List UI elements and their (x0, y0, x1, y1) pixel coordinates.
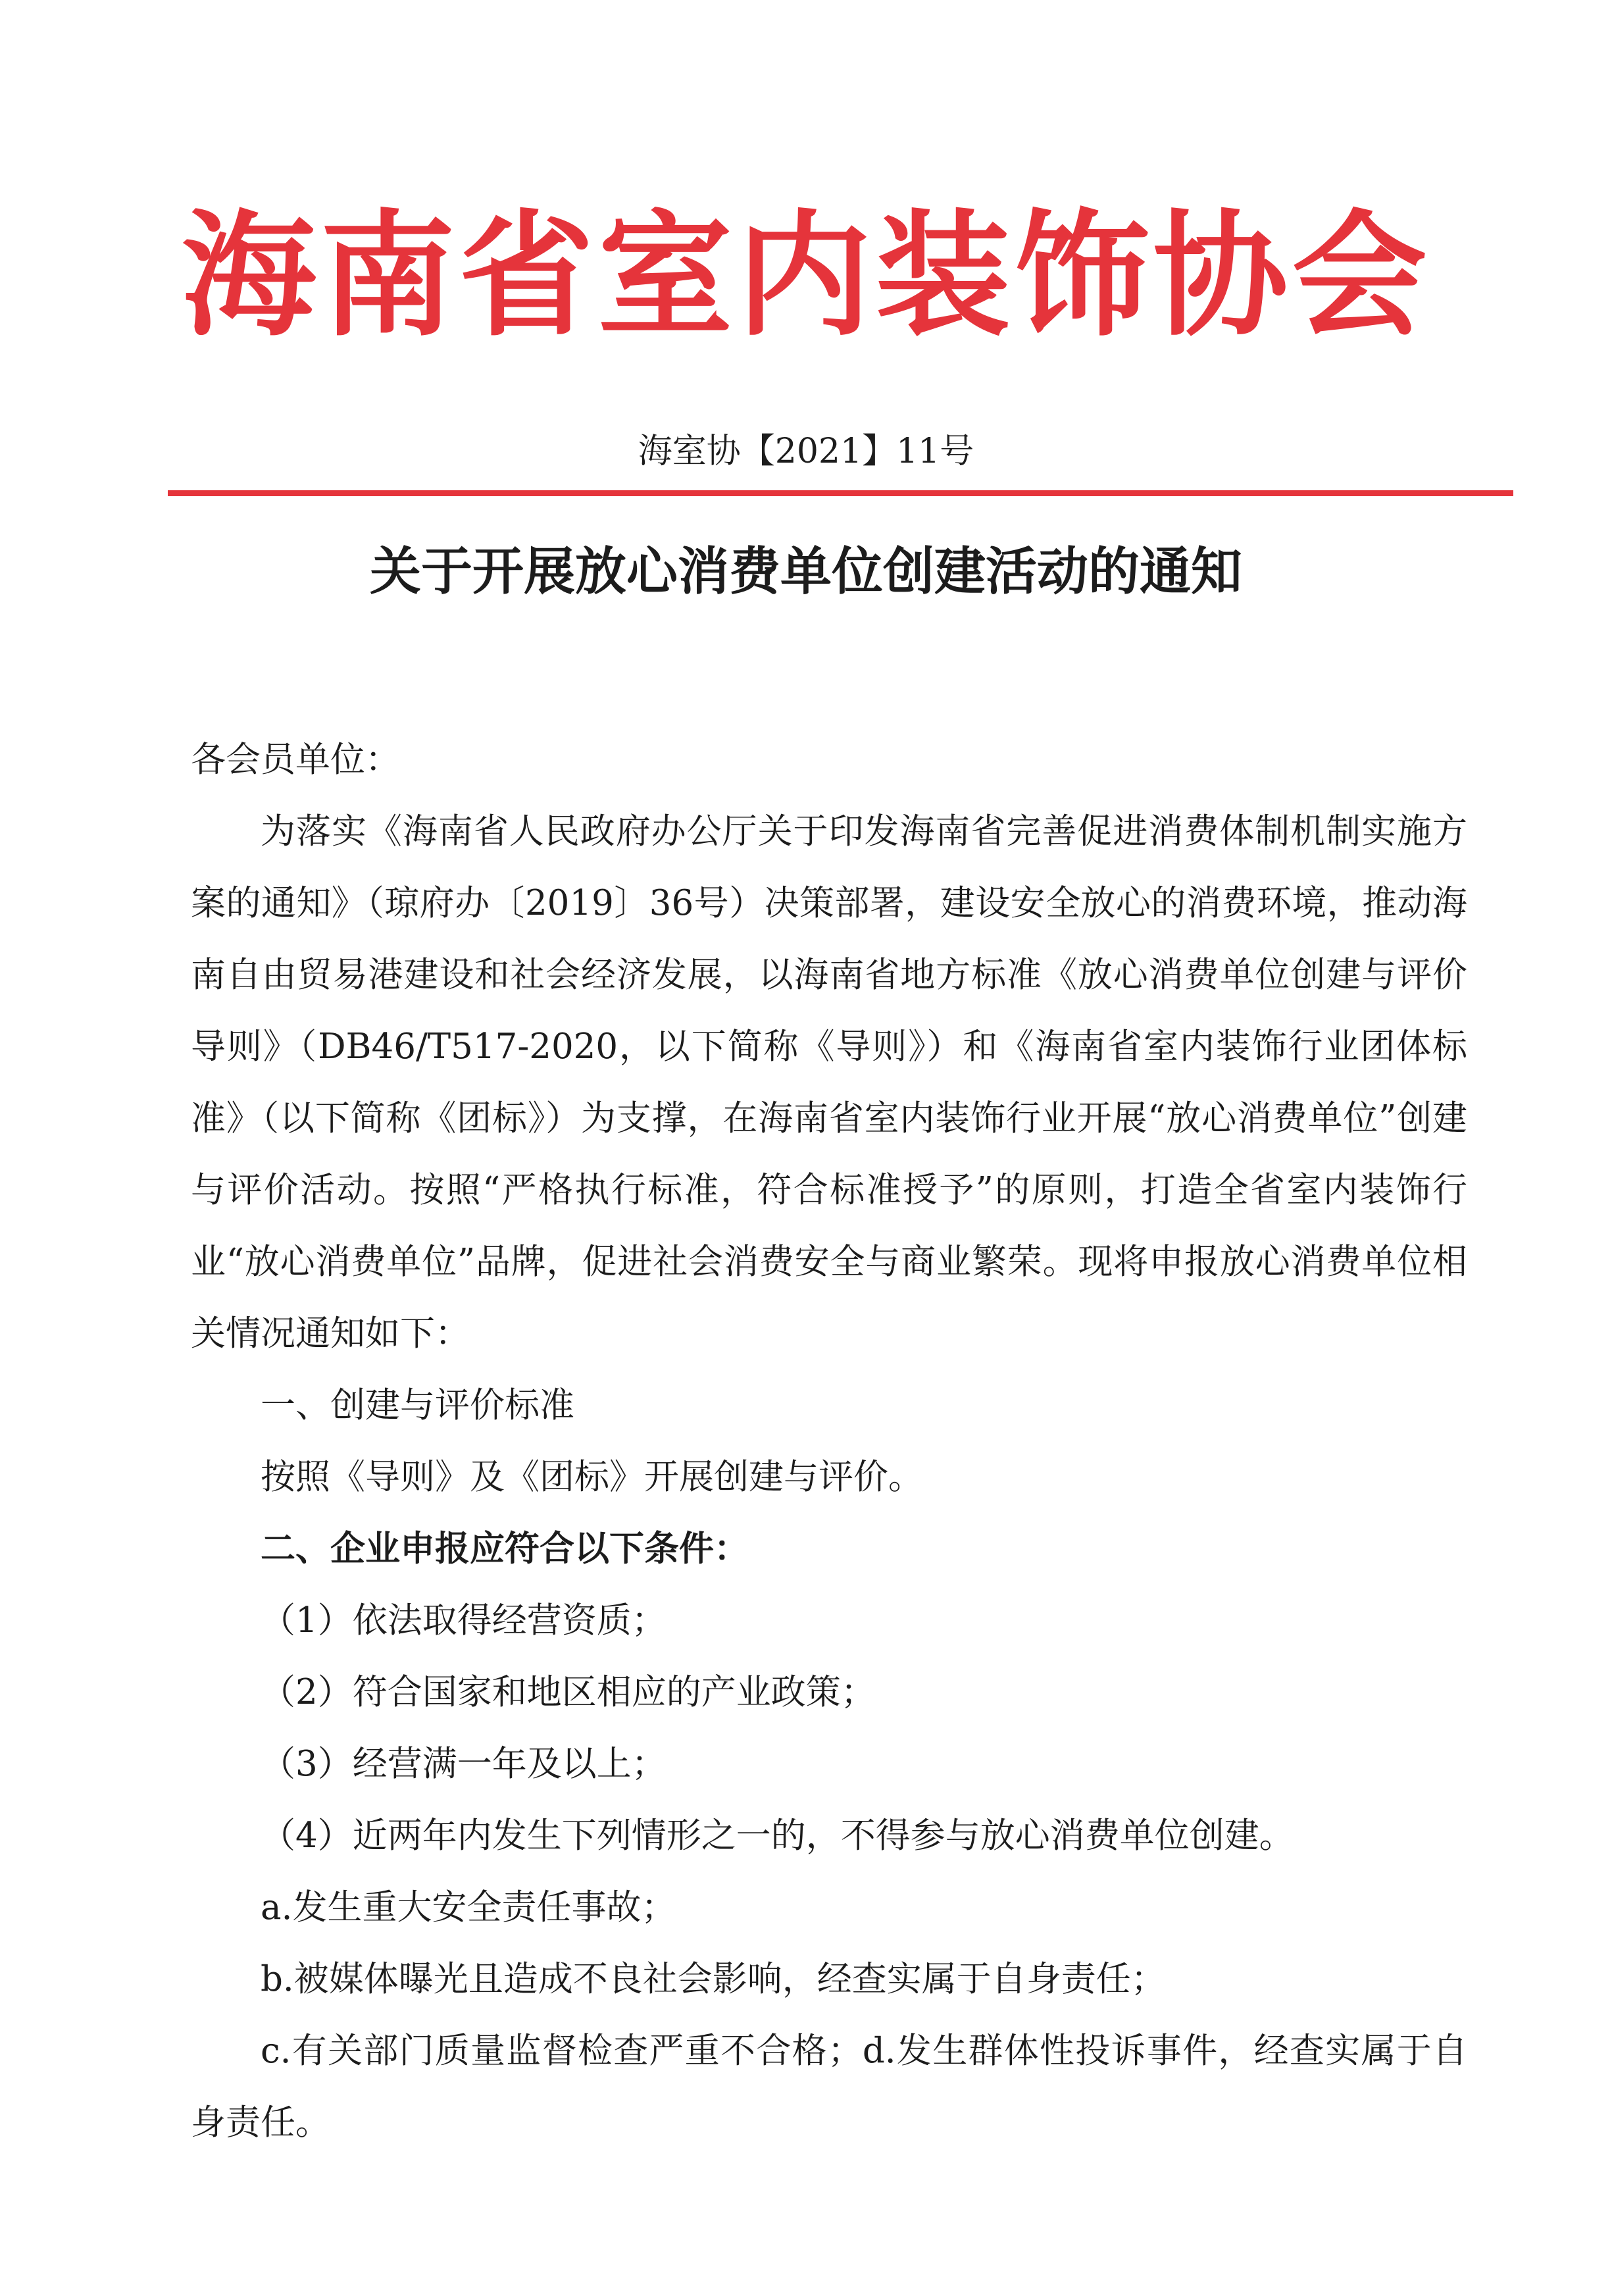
exclusion-item: c.有关部门质量监督检查严重不合格；d.发生群体性投诉事件，经查实属于自身责任。 (191, 2031, 1467, 2143)
document-body (191, 724, 1467, 2158)
condition-item: （3）经营满一年及以上； (261, 1744, 667, 1784)
section-1-heading: 一、创建与评价标准 (261, 1385, 574, 1425)
exclusion-item: a.发生重大安全责任事故； (261, 1887, 676, 1927)
section-1-text: 按照《导则》及《团标》开展创建与评价。 (261, 1457, 923, 1497)
masthead-org-name: 海南省室内装饰协会 (181, 198, 1431, 355)
document-title: 关于开展放心消费单位创建活动的通知 (369, 542, 1242, 601)
red-divider-line (168, 490, 1513, 496)
intro-paragraph: 为落实《海南省人民政府办公厅关于印发海南省完善促进消费体制机制实施方案的通知》（琼府办〔2019〕36号）决策部署，建设安全放心的消费环境，推动海南自由贸易港建设和社会经济发展，以海南省地方标准《放心消费单位创建与评价导则》（DB46/T517-2020，以下简称《导则》）和《海南省室内装饰行业团体标准》（以下简称《团标》）为支撑，在海南省室内装饰行业开展“放心消费单位”创建与评价活动。按照“严格执行标准，符合标准授予”的原则，打造全省室内装饰行业“放心消费单位”品牌，促进社会消费安全与商业繁荣。现将申报放心消费单位相关情况通知如下： (191, 811, 1467, 1354)
section-2-heading: 二、企业申报应符合以下条件： (261, 1529, 749, 1569)
document-number: 海室协【2021】11号 (638, 432, 974, 471)
salutation: 各会员单位： (191, 740, 400, 780)
condition-item: （4）近两年内发生下列情形之一的，不得参与放心消费单位创建。 (261, 1816, 1294, 1856)
exclusion-item: b.被媒体曝光且造成不良社会影响，经查实属于自身责任； (261, 1959, 1166, 1999)
condition-item: （2）符合国家和地区相应的产业政策； (261, 1672, 876, 1712)
condition-item: （1）依法取得经营资质； (261, 1600, 667, 1641)
